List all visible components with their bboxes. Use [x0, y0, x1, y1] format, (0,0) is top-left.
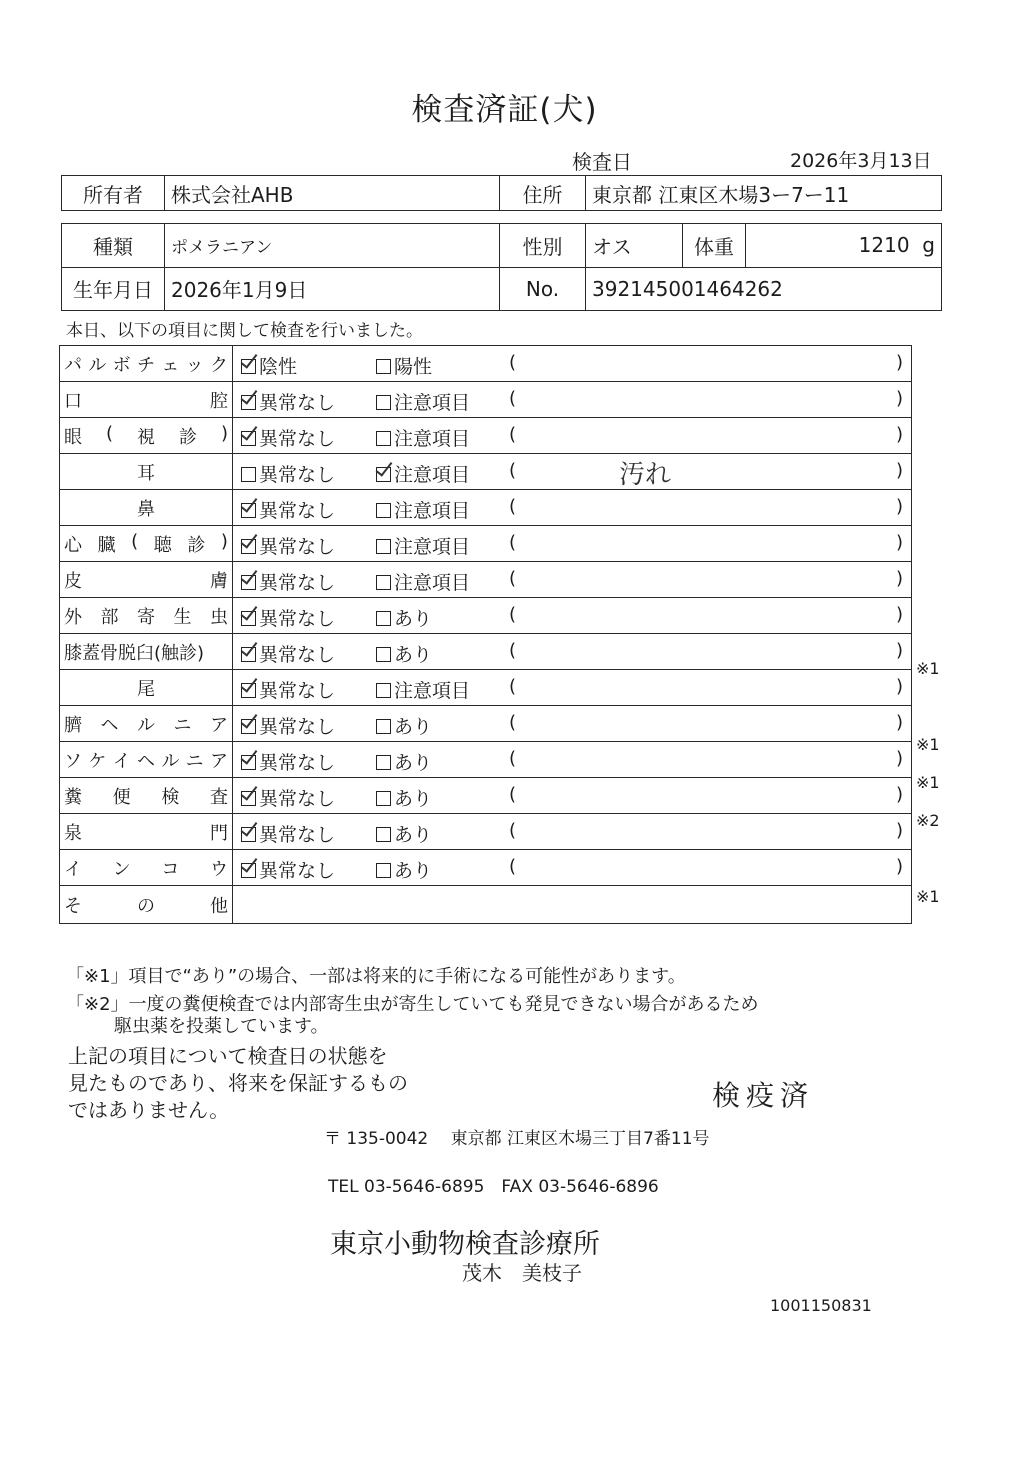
check-body [233, 526, 912, 562]
label-char: 皮 [64, 570, 82, 592]
check-row [60, 598, 912, 634]
option-normal [241, 712, 335, 739]
breed-value: ポメラニアン [165, 224, 500, 268]
paren-close: ) [895, 712, 903, 733]
checkbox-icon [376, 467, 391, 482]
paren-open: ( [509, 604, 517, 625]
option-label: 陽性 [394, 356, 433, 378]
label-char: そ [64, 895, 82, 917]
paren-close: ) [895, 496, 903, 517]
option-label: 異常なし [259, 824, 336, 846]
paren-open: ( [509, 856, 517, 877]
check-body [233, 454, 912, 490]
check-row [60, 562, 912, 598]
option-normal [241, 640, 335, 667]
check-label-text: 膝蓋骨脱臼(触診) [64, 642, 205, 664]
label-char: ウ [209, 858, 228, 880]
label-char: 寄 [137, 606, 155, 628]
label-char: ク [209, 354, 228, 376]
check-body [233, 706, 912, 742]
label-char: 他 [210, 895, 228, 917]
footnote-mark: ※2 [916, 811, 940, 830]
quarantine-stamp: 検疫済 [712, 1079, 815, 1112]
option-abnormal [376, 712, 432, 739]
option-label: あり [394, 644, 433, 666]
label-char: 膚 [210, 570, 228, 592]
check-label [60, 382, 233, 418]
handwritten-note: 汚れ [619, 460, 672, 490]
check-label [60, 598, 233, 634]
checkbox-icon [241, 539, 256, 554]
paren-open: ( [509, 640, 517, 661]
check-label-text [64, 819, 228, 845]
address-value: 東京都 江東区木場3ー7ー11 [586, 176, 942, 211]
option-abnormal [376, 604, 432, 631]
label-char: 臓 [97, 534, 116, 556]
option-label: 注意項目 [394, 428, 471, 450]
paren-open: ( [509, 496, 517, 517]
option-label: 異常なし [259, 680, 336, 702]
exam-date: 2026年3月13日 [790, 150, 932, 172]
footnote-2: 「※2」一度の糞便検査では内部寄生虫が寄生していても発見できない場合があるため [66, 994, 759, 1015]
checkbox-icon [241, 755, 256, 770]
birth-label: 生年月日 [62, 267, 165, 311]
check-table [59, 345, 912, 924]
option-abnormal [376, 676, 470, 703]
weight-unit: g [922, 233, 935, 258]
option-abnormal [376, 784, 432, 811]
check-label-text [64, 711, 228, 737]
checkbox-icon [376, 719, 391, 734]
paren-close: ) [895, 424, 903, 445]
checkbox-icon [376, 611, 391, 626]
checkbox-icon [241, 791, 256, 806]
sex-value: オス [586, 224, 683, 268]
option-abnormal [376, 640, 432, 667]
check-body [233, 418, 912, 454]
label-char: 視 [137, 426, 155, 448]
check-label-text [64, 783, 228, 809]
label-char: イ [112, 750, 131, 772]
label-char: の [137, 895, 155, 917]
option-normal [241, 784, 335, 811]
footnote-mark: ※1 [916, 735, 940, 754]
paren-close: ) [895, 640, 903, 661]
option-normal [241, 532, 335, 559]
checkbox-icon [241, 611, 256, 626]
label-char: 部 [100, 606, 119, 628]
disclaimer [68, 1043, 408, 1124]
option-abnormal [376, 820, 432, 847]
other-row [60, 886, 912, 924]
birth-value: 2026年1月9日 [165, 267, 500, 311]
option-label: 異常なし [259, 428, 336, 450]
label-char: 糞 [64, 786, 82, 808]
intro-text: 本日、以下の項目に関して検査を行いました。 [66, 321, 423, 341]
option-normal [241, 856, 335, 883]
option-label: 注意項目 [394, 572, 471, 594]
label-char: ボ [112, 354, 131, 376]
label-char: ア [209, 750, 228, 772]
clinic-person: 茂木 美枝子 [462, 1261, 582, 1285]
label-char: コ [161, 858, 180, 880]
checkbox-icon [376, 647, 391, 662]
check-body [233, 778, 912, 814]
option-label: 異常なし [259, 572, 336, 594]
owner-label: 所有者 [62, 176, 165, 211]
option-abnormal [376, 352, 432, 379]
option-normal [241, 424, 335, 451]
paren-open: ( [509, 712, 517, 733]
check-label-text: 耳 [137, 462, 155, 484]
paren-close: ) [895, 748, 903, 769]
label-char: 泉 [64, 822, 82, 844]
label-char: ニ [173, 714, 192, 736]
option-label: あり [394, 788, 433, 810]
check-row [60, 418, 912, 454]
label-char: ル [161, 750, 180, 772]
check-row [60, 490, 912, 526]
option-label: 異常なし [259, 464, 336, 486]
pet-table [61, 223, 942, 311]
checkbox-icon [376, 503, 391, 518]
check-label-text [64, 423, 228, 449]
option-label: あり [394, 860, 433, 882]
check-body [233, 346, 912, 382]
no-value: 392145001464262 [586, 267, 942, 311]
check-label-text [64, 747, 228, 773]
check-label [60, 526, 233, 562]
disclaimer-line: ではありません。 [68, 1098, 230, 1122]
check-label-text [64, 567, 228, 593]
label-char: ソ [64, 750, 82, 772]
option-abnormal [376, 388, 470, 415]
label-char: 査 [209, 786, 228, 808]
check-label-text: 尾 [137, 678, 155, 700]
check-row [60, 670, 912, 706]
check-row [60, 526, 912, 562]
label-char: ) [220, 422, 228, 444]
check-body [233, 850, 912, 886]
paren-close: ) [895, 676, 903, 697]
disclaimer-line: 上記の項目について検査日の状態を [68, 1044, 388, 1068]
option-label: あり [394, 608, 433, 630]
label-char: ( [131, 530, 139, 552]
sex-label: 性別 [500, 224, 586, 268]
option-abnormal [376, 748, 432, 775]
exam-date-label: 検査日 [572, 150, 632, 174]
checkbox-icon [376, 539, 391, 554]
checkbox-icon [376, 683, 391, 698]
checkbox-icon [241, 431, 256, 446]
paren-close: ) [895, 532, 903, 553]
option-normal [241, 460, 335, 487]
label-char: ヘ [100, 714, 119, 736]
disclaimer-line: 見たものであり、将来を保証するもの [68, 1071, 408, 1095]
check-label-text: 鼻 [137, 498, 155, 520]
document-title: 検査済証(犬) [411, 92, 598, 128]
checkbox-icon [241, 683, 256, 698]
label-char: ( [105, 422, 114, 444]
label-char: 臍 [64, 714, 82, 736]
label-char: チ [136, 354, 155, 376]
checkbox-icon [376, 395, 391, 410]
paren-open: ( [509, 568, 517, 589]
option-label: あり [394, 752, 433, 774]
label-char: ヘ [136, 750, 155, 772]
option-normal [241, 820, 335, 847]
option-abnormal [376, 496, 470, 523]
label-char: 腔 [210, 390, 228, 412]
checkbox-icon [376, 431, 391, 446]
footnote-mark: ※1 [916, 659, 940, 678]
checkbox-icon [241, 359, 256, 374]
check-label [60, 346, 233, 382]
check-label [60, 634, 233, 670]
option-normal [241, 496, 335, 523]
weight-cell [746, 224, 942, 268]
owner-table [61, 175, 942, 211]
paren-close: ) [895, 460, 903, 481]
paren-open: ( [509, 424, 517, 445]
check-label-text [64, 855, 228, 881]
option-label: 異常なし [259, 752, 336, 774]
label-char: 眼 [64, 426, 82, 448]
check-label [60, 742, 233, 778]
checkbox-icon [241, 863, 256, 878]
paren-open: ( [509, 532, 517, 553]
no-label: No. [500, 267, 586, 311]
footnote-2-continued: 駆虫薬を投薬しています。 [114, 1016, 329, 1037]
check-label [60, 670, 233, 706]
option-label: あり [394, 824, 433, 846]
check-label [60, 490, 233, 526]
label-char: 口 [64, 390, 82, 412]
option-abnormal [376, 856, 432, 883]
label-char: ル [137, 714, 155, 736]
clinic-address: 〒 135-0042 東京都 江東区木場三丁目7番11号 [324, 1129, 710, 1149]
check-row [60, 706, 912, 742]
clinic-name: 東京小動物検査診療所 [330, 1229, 600, 1260]
check-row [60, 850, 912, 886]
paren-close: ) [895, 820, 903, 841]
checkbox-icon [376, 575, 391, 590]
label-char: 虫 [210, 606, 228, 628]
paren-close: ) [895, 352, 903, 373]
check-row [60, 346, 912, 382]
label-char: 診 [187, 534, 206, 556]
checkbox-icon [241, 719, 256, 734]
checkbox-icon [376, 827, 391, 842]
paren-open: ( [509, 460, 517, 481]
paren-close: ) [895, 856, 903, 877]
paren-open: ( [509, 748, 517, 769]
check-label-text [64, 603, 228, 629]
option-label: 異常なし [259, 716, 336, 738]
label-char: ケ [88, 750, 107, 772]
checkbox-icon [241, 467, 256, 482]
label-char: 外 [64, 606, 82, 628]
option-label: 注意項目 [394, 464, 471, 486]
paren-close: ) [895, 388, 903, 409]
footnote-mark: ※1 [916, 773, 940, 792]
option-abnormal [376, 568, 470, 595]
option-label: 異常なし [259, 644, 336, 666]
paren-open: ( [509, 388, 517, 409]
label-char: ッ [185, 354, 204, 376]
check-body [233, 598, 912, 634]
option-abnormal [376, 532, 470, 559]
weight-label: 体重 [683, 224, 746, 268]
weight-value: 1210 [858, 233, 910, 258]
check-row [60, 454, 912, 490]
footnote-mark: ※1 [916, 887, 940, 906]
address-label: 住所 [500, 176, 586, 211]
label-char: 便 [112, 786, 131, 808]
check-body [233, 742, 912, 778]
check-label [60, 418, 233, 454]
check-body [233, 814, 912, 850]
checkbox-icon [376, 863, 391, 878]
check-row [60, 742, 912, 778]
option-label: あり [394, 716, 433, 738]
checkbox-icon [376, 755, 391, 770]
check-body [233, 562, 912, 598]
check-label [60, 778, 233, 814]
checkbox-icon [241, 575, 256, 590]
label-char: ア [210, 714, 228, 736]
label-char: ル [88, 354, 107, 376]
other-label [60, 886, 233, 924]
label-char: 心 [64, 534, 82, 556]
label-char: ェ [161, 354, 180, 376]
check-row [60, 634, 912, 670]
checkbox-icon [376, 359, 391, 374]
label-char: 診 [178, 426, 197, 448]
option-label: 注意項目 [394, 392, 471, 414]
option-abnormal [376, 460, 470, 487]
check-body [233, 382, 912, 418]
option-normal [241, 388, 335, 415]
option-label: 注意項目 [394, 536, 471, 558]
paren-open: ( [509, 676, 517, 697]
label-char: ン [112, 858, 131, 880]
breed-label: 種類 [62, 224, 165, 268]
check-label-text [64, 531, 228, 557]
paren-close: ) [895, 784, 903, 805]
other-body [233, 886, 912, 924]
check-label [60, 850, 233, 886]
check-label [60, 454, 233, 490]
option-normal [241, 604, 335, 631]
option-label: 陰性 [259, 356, 298, 378]
option-label: 注意項目 [394, 500, 471, 522]
check-body [233, 670, 912, 706]
check-row [60, 778, 912, 814]
option-normal [241, 676, 335, 703]
option-label: 異常なし [259, 608, 336, 630]
label-char: パ [64, 354, 82, 376]
check-label [60, 814, 233, 850]
check-label-text [64, 387, 228, 413]
option-label: 注意項目 [394, 680, 471, 702]
option-label: 異常なし [259, 788, 336, 810]
option-label: 異常なし [259, 536, 336, 558]
label-char: 生 [173, 606, 192, 628]
checkbox-icon [376, 791, 391, 806]
checkbox-icon [241, 395, 256, 410]
checkbox-icon [241, 827, 256, 842]
option-label: 異常なし [259, 500, 336, 522]
check-label [60, 562, 233, 598]
label-char: ニ [185, 750, 204, 772]
check-body [233, 490, 912, 526]
paren-open: ( [509, 784, 517, 805]
clinic-tel-fax: TEL 03-5646-6895 FAX 03-5646-6896 [328, 1177, 659, 1197]
footnote-1: 「※1」項目で“あり”の場合、一部は将来的に手術になる可能性があります。 [66, 966, 686, 987]
owner-value: 株式会社AHB [165, 176, 500, 211]
checkbox-icon [241, 503, 256, 518]
label-char: イ [64, 858, 82, 880]
check-row [60, 814, 912, 850]
check-label-text [64, 351, 228, 377]
label-char: ) [220, 530, 228, 552]
option-normal [241, 748, 335, 775]
check-row [60, 382, 912, 418]
paren-close: ) [895, 568, 903, 589]
label-char: 検 [161, 786, 180, 808]
checkbox-icon [241, 647, 256, 662]
paren-close: ) [895, 604, 903, 625]
check-label [60, 706, 233, 742]
serial-number: 1001150831 [770, 1296, 872, 1315]
label-char: 門 [210, 822, 228, 844]
paren-open: ( [509, 820, 517, 841]
label-char: 聴 [153, 534, 172, 556]
option-label: 異常なし [259, 392, 336, 414]
option-normal [241, 352, 297, 379]
check-body [233, 634, 912, 670]
option-label: 異常なし [259, 860, 336, 882]
option-normal [241, 568, 335, 595]
option-abnormal [376, 424, 470, 451]
paren-open: ( [509, 352, 517, 373]
